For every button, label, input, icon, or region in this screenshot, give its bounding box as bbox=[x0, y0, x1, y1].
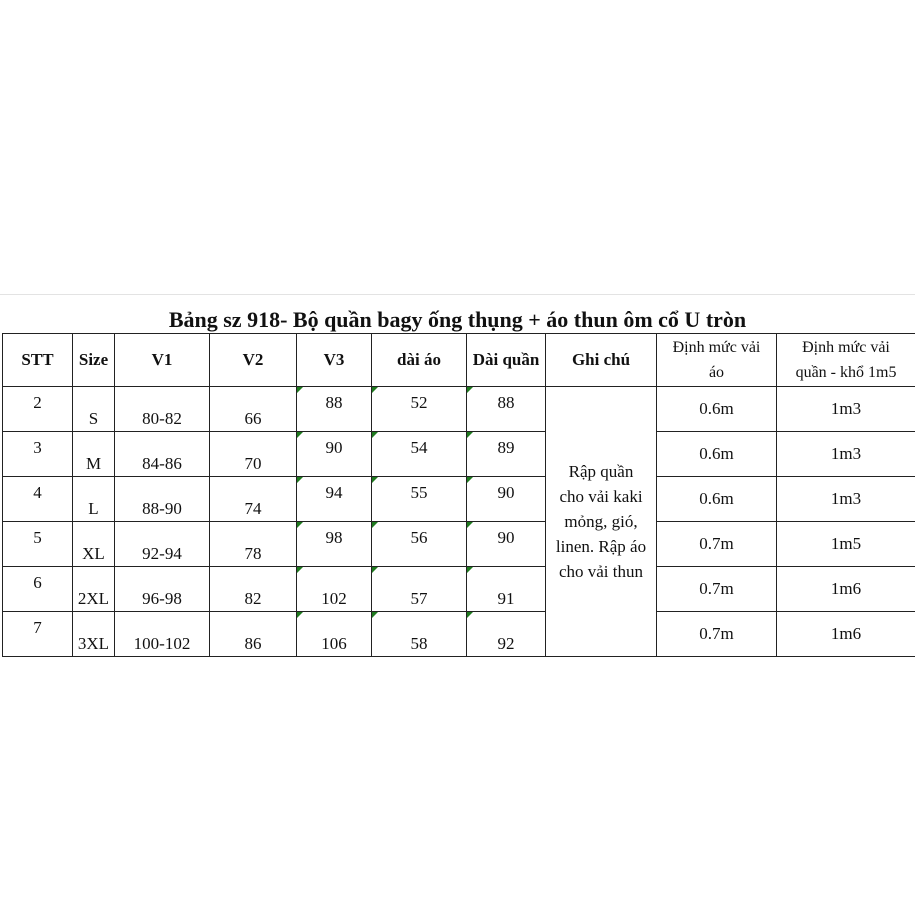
cell-dai-quan-value: 90 bbox=[497, 528, 515, 547]
header-v2: V2 bbox=[210, 334, 297, 387]
header-size: Size bbox=[73, 334, 115, 387]
cell-stt: 7 bbox=[3, 612, 73, 657]
comment-marker-icon bbox=[372, 612, 378, 618]
cell-dai-quan bbox=[467, 432, 546, 477]
table-row bbox=[3, 387, 915, 432]
table-row bbox=[3, 522, 915, 567]
cell-v2: 82 bbox=[210, 567, 297, 612]
comment-marker-icon bbox=[467, 432, 473, 438]
note-line: cho vải thun bbox=[558, 562, 644, 581]
cell-v3-value: 98 bbox=[325, 528, 343, 547]
table-row bbox=[3, 477, 915, 522]
cell-ghi-chu bbox=[546, 387, 657, 657]
cell-dinh-muc-quan: 1m5 bbox=[777, 522, 915, 567]
comment-marker-icon bbox=[297, 477, 303, 483]
cell-dinh-muc-quan: 1m3 bbox=[777, 387, 915, 432]
cell-v2: 78 bbox=[210, 522, 297, 567]
cell-v3 bbox=[297, 612, 372, 657]
cell-v2: 66 bbox=[210, 387, 297, 432]
cell-dai-ao bbox=[372, 567, 467, 612]
cell-dai-quan bbox=[467, 522, 546, 567]
header-dinh-muc-ao-line1: Định mức vải bbox=[672, 339, 761, 356]
header-dinh-muc-quan-line2: quần - khổ 1m5 bbox=[795, 364, 897, 381]
cell-dai-quan-value: 90 bbox=[497, 483, 515, 502]
cell-v2: 86 bbox=[210, 612, 297, 657]
comment-marker-icon bbox=[467, 522, 473, 528]
cell-dai-ao-value: 57 bbox=[410, 589, 428, 608]
note-line: linen. Rập áo bbox=[555, 537, 647, 556]
cell-dai-ao bbox=[372, 432, 467, 477]
cell-stt: 4 bbox=[3, 477, 73, 522]
cell-v3-value: 106 bbox=[321, 634, 347, 653]
cell-dai-quan bbox=[467, 477, 546, 522]
comment-marker-icon bbox=[372, 567, 378, 573]
header-v1: V1 bbox=[115, 334, 210, 387]
cell-v2: 70 bbox=[210, 432, 297, 477]
cell-size: S bbox=[73, 387, 115, 432]
cell-v3 bbox=[297, 387, 372, 432]
header-dinh-muc-ao-line2: áo bbox=[708, 364, 725, 381]
comment-marker-icon bbox=[297, 522, 303, 528]
cell-size: 3XL bbox=[73, 612, 115, 657]
size-table bbox=[2, 333, 915, 657]
comment-marker-icon bbox=[467, 387, 473, 393]
header-dinh-muc-quan-line1: Định mức vải bbox=[802, 339, 890, 356]
cell-dinh-muc-ao: 0.6m bbox=[657, 477, 777, 522]
table-row bbox=[3, 567, 915, 612]
cell-dai-ao-value: 56 bbox=[410, 528, 428, 547]
header-dinh-muc-ao bbox=[657, 334, 777, 387]
cell-dinh-muc-ao: 0.7m bbox=[657, 612, 777, 657]
comment-marker-icon bbox=[467, 477, 473, 483]
cell-v1: 80-82 bbox=[115, 387, 210, 432]
table-row bbox=[3, 612, 915, 657]
cell-size: L bbox=[73, 477, 115, 522]
comment-marker-icon bbox=[372, 522, 378, 528]
cell-stt: 2 bbox=[3, 387, 73, 432]
cell-dai-quan-value: 92 bbox=[497, 634, 515, 653]
cell-dai-ao-value: 54 bbox=[410, 438, 428, 457]
cell-dinh-muc-ao: 0.6m bbox=[657, 387, 777, 432]
comment-marker-icon bbox=[372, 432, 378, 438]
table-row bbox=[3, 432, 915, 477]
cell-dai-quan-value: 88 bbox=[497, 393, 515, 412]
header-dai-ao: dài áo bbox=[372, 334, 467, 387]
cell-dinh-muc-quan: 1m6 bbox=[777, 567, 915, 612]
cell-dai-ao-value: 55 bbox=[410, 483, 428, 502]
comment-marker-icon bbox=[297, 612, 303, 618]
cell-v3 bbox=[297, 522, 372, 567]
cell-v2: 74 bbox=[210, 477, 297, 522]
header-v3: V3 bbox=[297, 334, 372, 387]
comment-marker-icon bbox=[467, 612, 473, 618]
chart-title: Bảng sz 918- Bộ quần bagy ống thụng + áo thun ôm cổ U tròn bbox=[168, 307, 747, 332]
cell-dai-ao bbox=[372, 477, 467, 522]
comment-marker-icon bbox=[297, 567, 303, 573]
cell-v1: 88-90 bbox=[115, 477, 210, 522]
cell-dinh-muc-ao: 0.7m bbox=[657, 567, 777, 612]
cell-dai-quan-value: 89 bbox=[497, 438, 515, 457]
cell-stt: 3 bbox=[3, 432, 73, 477]
comment-marker-icon bbox=[297, 432, 303, 438]
cell-v3 bbox=[297, 432, 372, 477]
cell-dai-ao-value: 58 bbox=[410, 634, 428, 653]
cell-v1: 96-98 bbox=[115, 567, 210, 612]
cell-v1: 84-86 bbox=[115, 432, 210, 477]
cell-dai-ao-value: 52 bbox=[410, 393, 428, 412]
header-stt: STT bbox=[3, 334, 73, 387]
note-line: Rập quần bbox=[568, 462, 634, 481]
cell-size: 2XL bbox=[73, 567, 115, 612]
cell-v3 bbox=[297, 477, 372, 522]
cell-dai-quan-value: 91 bbox=[497, 589, 515, 608]
cell-dai-quan bbox=[467, 387, 546, 432]
cell-dinh-muc-ao: 0.6m bbox=[657, 432, 777, 477]
cell-dai-ao bbox=[372, 612, 467, 657]
note-line: mỏng, gió, bbox=[564, 512, 638, 531]
header-ghi-chu: Ghi chú bbox=[546, 334, 657, 387]
cell-dai-quan bbox=[467, 612, 546, 657]
cell-v3 bbox=[297, 567, 372, 612]
cell-v3-value: 94 bbox=[325, 483, 343, 502]
header-row bbox=[3, 334, 915, 387]
cell-size: M bbox=[73, 432, 115, 477]
cell-v3-value: 90 bbox=[325, 438, 343, 457]
cell-v3-value: 102 bbox=[321, 589, 347, 608]
header-dai-quan: Dài quần bbox=[467, 334, 546, 387]
cell-dai-ao bbox=[372, 522, 467, 567]
comment-marker-icon bbox=[467, 567, 473, 573]
cell-dinh-muc-quan: 1m3 bbox=[777, 477, 915, 522]
note-line: cho vải kaki bbox=[559, 487, 643, 506]
cell-dai-quan bbox=[467, 567, 546, 612]
cell-v1: 92-94 bbox=[115, 522, 210, 567]
size-chart-sheet bbox=[0, 294, 915, 653]
cell-size: XL bbox=[73, 522, 115, 567]
cell-v3-value: 88 bbox=[325, 393, 343, 412]
cell-v1: 100-102 bbox=[115, 612, 210, 657]
top-rule bbox=[0, 294, 915, 295]
cell-dai-ao bbox=[372, 387, 467, 432]
header-dinh-muc-quan bbox=[777, 334, 915, 387]
cell-stt: 5 bbox=[3, 522, 73, 567]
cell-dinh-muc-ao: 0.7m bbox=[657, 522, 777, 567]
cell-stt: 6 bbox=[3, 567, 73, 612]
comment-marker-icon bbox=[297, 387, 303, 393]
cell-dinh-muc-quan: 1m6 bbox=[777, 612, 915, 657]
cell-dinh-muc-quan: 1m3 bbox=[777, 432, 915, 477]
comment-marker-icon bbox=[372, 387, 378, 393]
comment-marker-icon bbox=[372, 477, 378, 483]
